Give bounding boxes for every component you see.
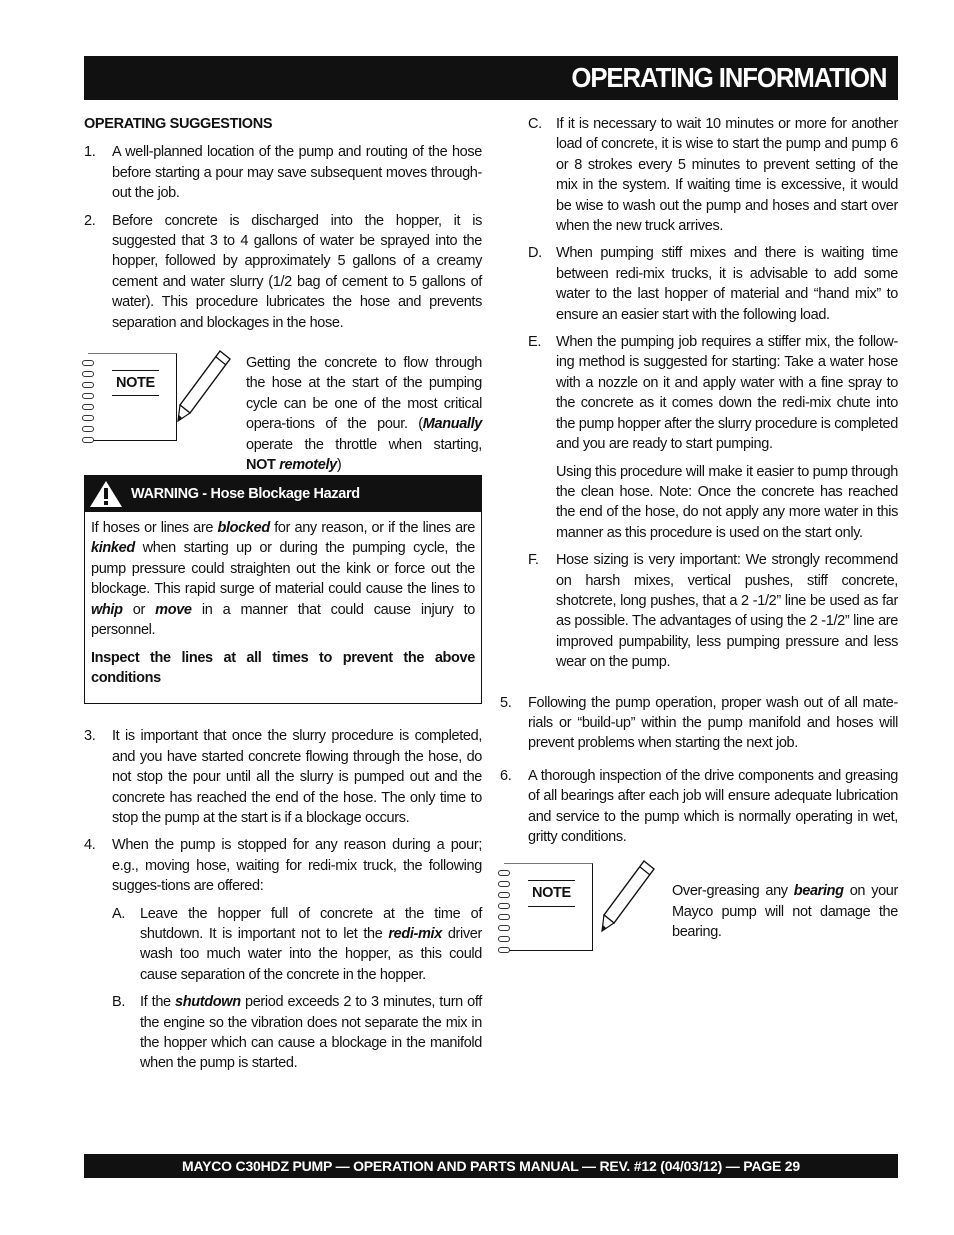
footer-bar: MAYCO C30HDZ PUMP — OPERATION AND PARTS MANUAL — REV. #12 (04/03/12) — PAGE 29 bbox=[84, 1154, 898, 1178]
header-bar bbox=[84, 56, 898, 100]
item-letter: A. bbox=[112, 905, 125, 922]
page-title: OPERATING INFORMATION bbox=[570, 62, 886, 93]
spiral-rings bbox=[82, 360, 96, 448]
item-text: It is important that once the slurry procedure is completed, and you have started concrete flowing through the hose, do not stop the pour until all the slurry is pumped out and the concrete has reached the end of the hose. The only time to stop the pump at the start is if a blockage occurs. bbox=[112, 728, 482, 826]
list-item-4 bbox=[84, 835, 482, 896]
sub-item-e bbox=[528, 332, 898, 454]
item-letter: C. bbox=[528, 116, 542, 132]
item-number: 4. bbox=[84, 837, 96, 854]
item-letter: F. bbox=[528, 552, 539, 569]
item-number: 2. bbox=[84, 212, 96, 229]
warning-text: If hoses or lines are blocked for any reason, or if the lines are kinked when starting up or during the pumping cycle, the pump pressure could straighten out the kink or force out the blockage. This rapid surge of material could cause the lines to whip or move in a manner that could cause injury to personnel. bbox=[91, 520, 475, 639]
item-text: Before concrete is discharged into the hopper, it is suggested that 3 to 4 gallons of water be sprayed into the hopper, followed by approximately 5 gallons of a creamy cement and water slurry (1/2 bag of cement to 5 gallons of water). This procedure lubricates the hose and prevents separation and blockages in the hose. bbox=[112, 212, 482, 331]
list-item-1 bbox=[84, 142, 482, 203]
item-letter: B. bbox=[112, 994, 125, 1011]
left-column bbox=[84, 114, 482, 1081]
list-item-2 bbox=[84, 211, 482, 333]
warning-bold-text: Inspect the lines at all times to prevent the above conditions bbox=[91, 649, 475, 686]
item-number: 5. bbox=[500, 694, 512, 711]
warning-triangle-icon bbox=[89, 480, 123, 508]
item-letter: D. bbox=[528, 245, 542, 262]
item-text: When the pumping job requires a stiffer mix, the follow-ing method is suggested for starting: Take a water hose with a nozzle on it and apply water with a fine spray to the concrete as it comes down the redi-mix chute into the pump hopper after the slurry procedure is completed and you are ready to start pumping. bbox=[556, 334, 898, 453]
sub-item-c bbox=[528, 114, 898, 236]
right-column bbox=[500, 114, 898, 985]
note-block-bearing bbox=[500, 863, 898, 963]
note-text: Over-greasing any bearing on your Mayco pump will not damage the bearing. bbox=[672, 883, 898, 941]
list-item-6 bbox=[500, 766, 898, 848]
list-item-3 bbox=[84, 726, 482, 828]
item-text: A thorough inspection of the drive components and greasing of all bearings after each job will ensure adequate lubrication and service to the pump which is normally operating in wet, gritty conditions. bbox=[528, 767, 898, 845]
item-text: If it is necessary to wait 10 minutes or more for another load of concrete, it is wise to start the pump and pump 6 or 8 strokes every 5 minutes to prevent setting of the mix in the system. If waiting time is excessive, it would be wise to wash out the pump and hoses and start over when the new truck arrives. bbox=[556, 116, 898, 235]
notepad-icon bbox=[504, 863, 593, 951]
note-text: Getting the concrete to flow through the hose at the start of the pumping cycle can be one of the most critical opera-tions of the pour. (Manually operate the throttle when starting, NOT remotely) bbox=[246, 355, 482, 474]
item-text: When the pump is stopped for any reason during a pour; e.g., moving hose, waiting for redi-mix truck, the following sugges-tions are offered: bbox=[112, 837, 482, 895]
sub-item-d bbox=[528, 243, 898, 325]
sub-item-b: B. If the shutdown period exceeds 2 to 3 minutes, turn off the engine so the vibration does not separate the mix in the hopper which can cause a blockage in the manifold when the pump is started. bbox=[112, 994, 482, 1072]
item-text: When pumping stiff mixes and there is waiting time between redi-mix trucks, it is advisable to add some water to the last hopper of material and “hand mix” to ensure an easier start with the following load. bbox=[556, 245, 898, 323]
note-label: NOTE bbox=[528, 880, 575, 906]
item-number: 3. bbox=[84, 728, 96, 745]
note-block-flow bbox=[84, 353, 482, 474]
note-label: NOTE bbox=[112, 370, 159, 396]
item-text: Hose sizing is very important: We strongly recommend on harsh mixes, vertical pushes, stiff concrete, shotcrete, long pushes, that a 2 -1/2” line be used as far as possible. The advantages of using the 2 -1/2” line are improved pumpability, less pumping pressure and less wear on the pump. bbox=[556, 552, 898, 671]
warning-title: WARNING - Hose Blockage Hazard bbox=[131, 486, 360, 503]
pencil-icon bbox=[176, 349, 236, 423]
warning-header bbox=[85, 476, 481, 512]
item-text: Following the pump operation, proper wash out of all mate-rials or “build-up” within the pump manifold and hoses will prevent problems when starting the next job. bbox=[528, 694, 898, 752]
notepad-icon bbox=[88, 353, 177, 441]
item-number: 6. bbox=[500, 767, 512, 784]
item-number: 1. bbox=[84, 144, 96, 161]
sub-item-a: A. Leave the hopper full of concrete at the time of shutdown. It is important not to let the redi-mix driver wash too much water into the hopper, as this could cause separation of the concrete in the hopper. bbox=[112, 905, 482, 983]
pencil-icon bbox=[600, 859, 660, 933]
section-heading: OPERATING SUGGESTIONS bbox=[84, 116, 273, 132]
item-text: Using this procedure will make it easier to pump through the clean hose. Note: Once the concrete has reached the end of the hose, do not apply any more water in this manner as this procedure is used on the start only. bbox=[556, 463, 898, 541]
item-text: A well-planned location of the pump and routing of the hose before starting a pour may save subsequent moves through-out the job. bbox=[112, 144, 482, 202]
list-item-5 bbox=[500, 693, 898, 754]
spiral-rings bbox=[498, 870, 512, 958]
sub-item-f bbox=[528, 550, 898, 672]
item-letter: E. bbox=[528, 334, 541, 351]
sub-item-e-continued bbox=[528, 462, 898, 544]
warning-body bbox=[85, 512, 481, 703]
warning-box bbox=[84, 475, 482, 704]
